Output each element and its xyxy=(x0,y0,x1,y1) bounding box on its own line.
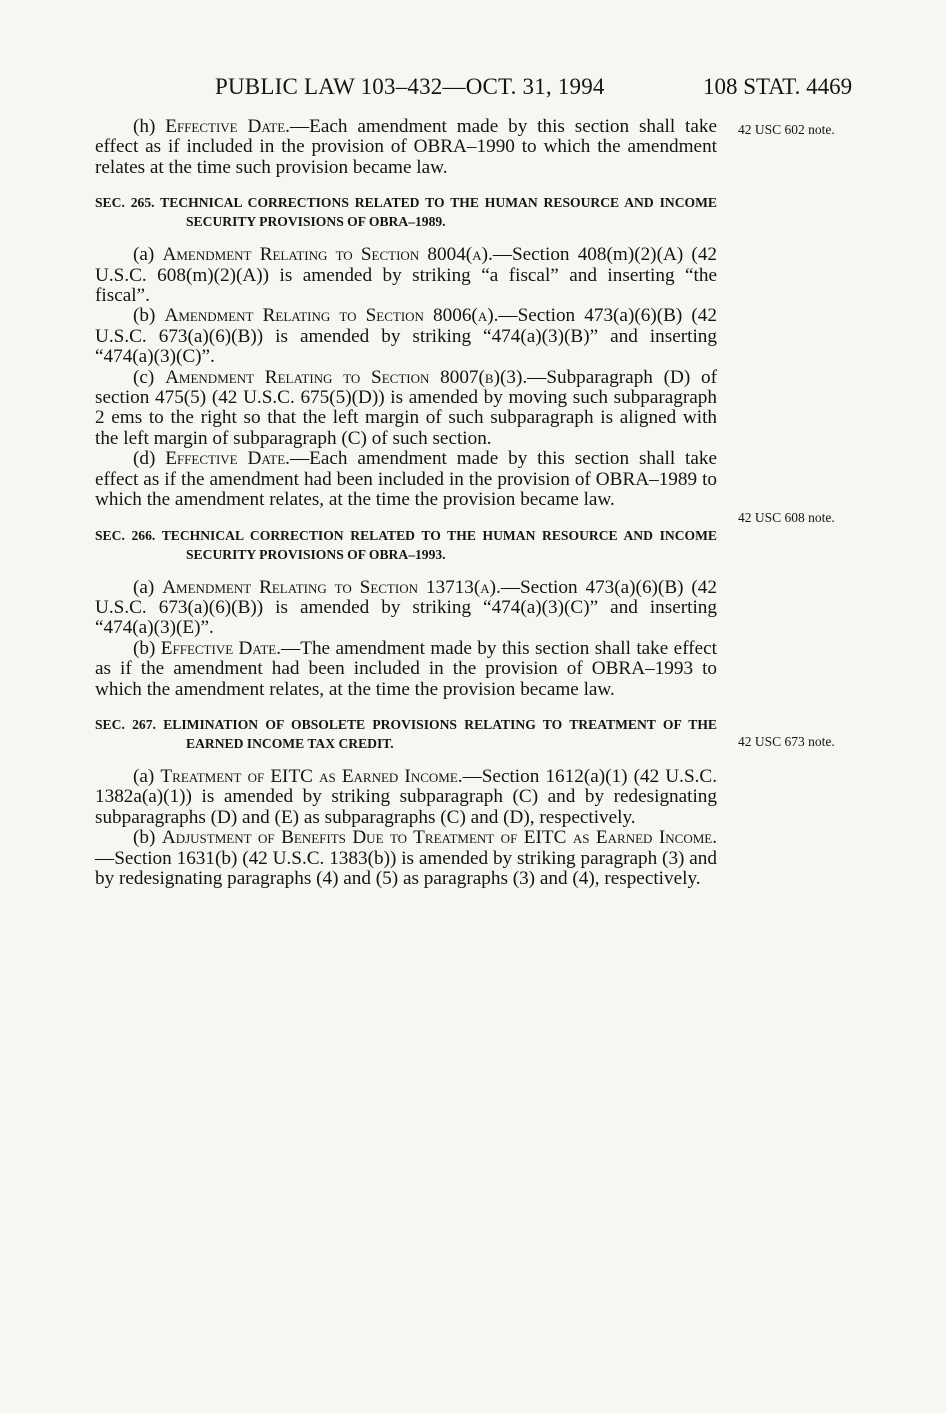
paragraph-265-c xyxy=(95,368,717,450)
paragraph-number: (h) xyxy=(133,116,156,137)
paragraph-text: —Section 1631(b) (42 U.S.C. 1383(b)) is amended by striking paragraph (3) and by redesignating paragraphs (4) and (5) as paragraphs (3) and (4), respectively. xyxy=(95,847,717,889)
paragraph-number: (a) xyxy=(133,576,155,598)
paragraph-266-b xyxy=(95,639,717,700)
section-heading-266: SEC. 266. TECHNICAL CORRECTION RELATED TO THE HUMAN RESOURCE AND INCOME SECURITY PROVISIONS OF OBRA–1993. xyxy=(95,527,717,562)
paragraph-h xyxy=(95,117,717,178)
page-header xyxy=(0,74,946,104)
paragraph-text: —Subparagraph (D) of section 475(5) (42 U.S.C. 675(5)(D)) is amended by moving such subparagraph 2 ems to the right so that the left margin of such subparagraph is aligned with the left margin of subparagraph (C) of such section. xyxy=(95,366,718,449)
paragraph-266-a xyxy=(95,578,717,639)
paragraph-heading: Adjustment of Benefits Due to Treatment of EITC as Earned Income. xyxy=(161,827,718,849)
paragraph-text: —Section 473(a)(6)(B) (42 U.S.C. 673(a)(6)(B)) is amended by striking “474(a)(3)(B)” and inserting “474(a)(3)(C)”. xyxy=(95,305,717,368)
body-text xyxy=(95,117,717,889)
paragraph-text: —The amendment made by this section shall take effect as if the amendment had been included in the provision of OBRA–1993 to which the amendment relates, at the time the provision became law. xyxy=(95,637,717,700)
paragraph-number: (b) xyxy=(133,305,156,327)
paragraph-number: (b) xyxy=(133,827,156,849)
paragraph-heading: Effective Date. xyxy=(160,637,282,659)
paragraph-heading: Amendment Relating to Section 8006(a). xyxy=(164,305,499,327)
paragraph-number: (c) xyxy=(133,366,155,388)
paragraph-text: —Section 473(a)(6)(B) (42 U.S.C. 673(a)(6)(B)) is amended by striking “474(a)(3)(C)” and inserting “474(a)(3)(E)”. xyxy=(95,576,717,639)
paragraph-number: (a) xyxy=(133,244,155,266)
paragraph-number: (b) xyxy=(133,637,156,659)
margin-note: 42 USC 602 note. xyxy=(738,122,835,137)
section-heading-265: SEC. 265. TECHNICAL CORRECTIONS RELATED TO THE HUMAN RESOURCE AND INCOME SECURITY PROVISIONS OF OBRA–1989. xyxy=(95,195,717,230)
paragraph-267-b xyxy=(95,828,717,889)
paragraph-number: (a) xyxy=(133,765,155,787)
paragraph-number: (d) xyxy=(133,448,156,470)
paragraph-265-b xyxy=(95,306,717,367)
margin-note: 42 USC 608 note. xyxy=(738,510,835,525)
paragraph-267-a xyxy=(95,767,717,828)
running-head: PUBLIC LAW 103–432—OCT. 31, 1994 xyxy=(215,74,605,99)
paragraph-text: —Section 1612(a)(1) (42 U.S.C. 1382a(a)(1)) is amended by striking subparagraph (C) and by redesignating subparagraphs (D) and (E) as subparagraphs (C) and (D), respectively. xyxy=(95,765,718,828)
paragraph-265-d xyxy=(95,449,717,510)
paragraph-heading: Effective Date. xyxy=(165,448,290,470)
margin-note: 42 USC 673 note. xyxy=(738,734,835,749)
statute-citation: 108 STAT. 4469 xyxy=(703,74,853,99)
paragraph-text: —Section 408(m)(2)(A) (42 U.S.C. 608(m)(2)(A)) is amended by striking “a fiscal” and inserting “the fiscal”. xyxy=(95,244,718,307)
paragraph-265-a xyxy=(95,245,717,306)
paragraph-text: —Each amendment made by this section shall take effect as if the amendment had been included in the provision of OBRA–1989 to which the amendment relates, at the time the provision became law. xyxy=(95,448,717,511)
paragraph-heading: Treatment of EITC as Earned Income. xyxy=(160,765,463,787)
paragraph-heading: Effective Date. xyxy=(165,116,290,137)
section-heading-267: SEC. 267. ELIMINATION OF OBSOLETE PROVISIONS RELATING TO TREATMENT OF THE EARNED INCOME TAX CREDIT. xyxy=(95,716,717,751)
paragraph-heading: Amendment Relating to Section 8007(b)(3). xyxy=(165,366,528,388)
paragraph-heading: Amendment Relating to Section 13713(a). xyxy=(162,576,501,598)
paragraph-text: —Each amendment made by this section shall take effect as if included in the provision of OBRA–1990 to which the amendment relates at the time such provision became law. xyxy=(95,116,717,178)
paragraph-heading: Amendment Relating to Section 8004(a). xyxy=(162,244,493,266)
